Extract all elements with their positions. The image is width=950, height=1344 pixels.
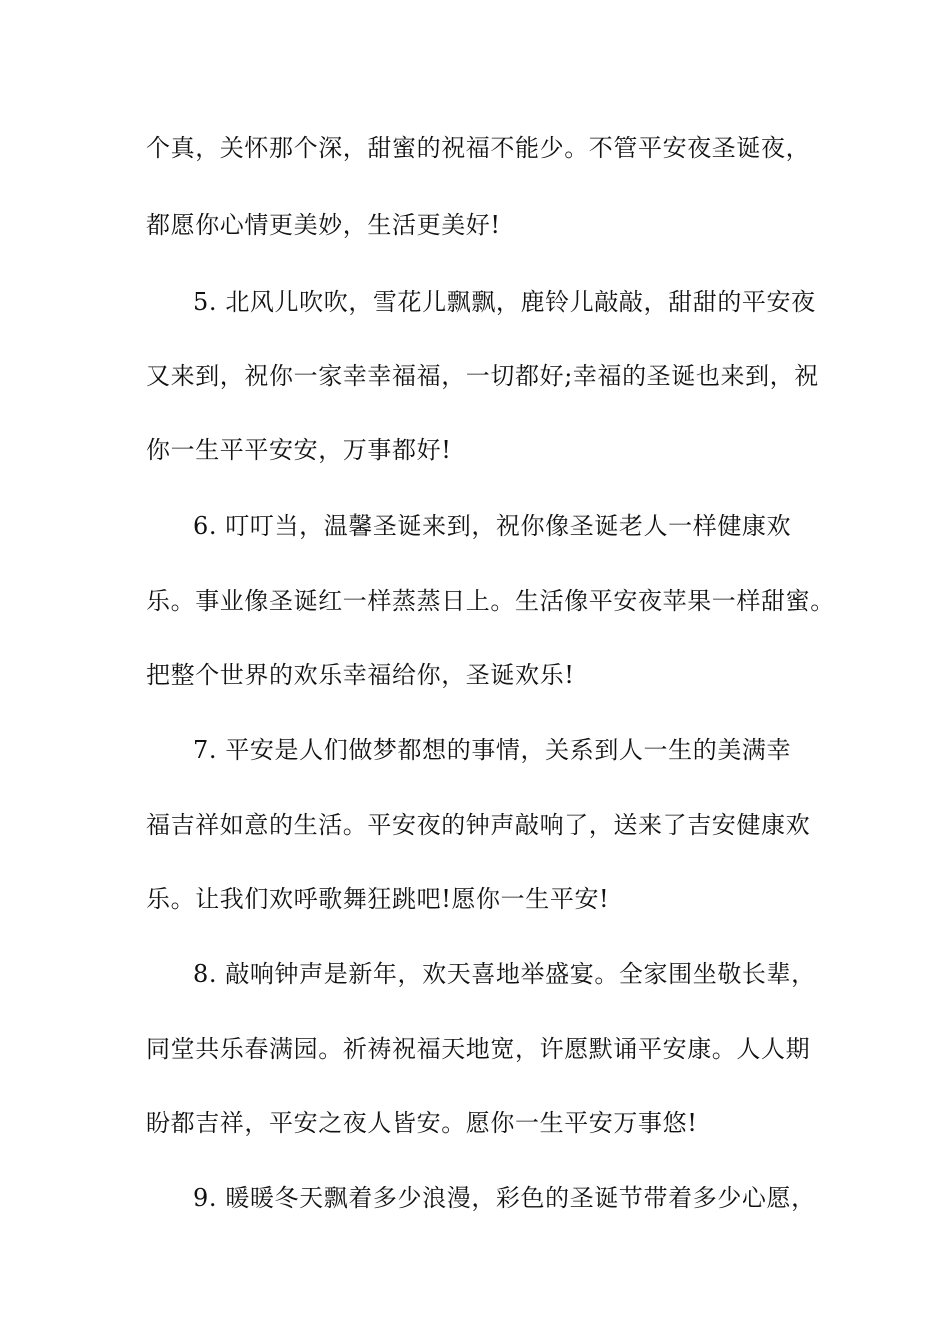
list-item-8-start: 8. 敲响钟声是新年，欢天喜地举盛宴。全家围坐敬长辈， bbox=[193, 960, 816, 988]
text-line: 你一生平平安安，万事都好! bbox=[146, 436, 452, 464]
text-line: 又来到，祝你一家幸幸福福，一切都好;幸福的圣诞也来到，祝 bbox=[146, 362, 819, 390]
text-line: 乐。事业像圣诞红一样蒸蒸日上。生活像平安夜苹果一样甜蜜。 bbox=[146, 587, 835, 615]
list-item-7-start: 7. 平安是人们做梦都想的事情，关系到人一生的美满幸 bbox=[193, 736, 792, 764]
text-line: 同堂共乐春满园。祈祷祝福天地宽，许愿默诵平安康。人人期 bbox=[146, 1035, 811, 1063]
text-line: 个真，关怀那个深，甜蜜的祝福不能少。不管平安夜圣诞夜， bbox=[146, 134, 811, 162]
list-item-5-start: 5. 北风儿吹吹，雪花儿飘飘，鹿铃儿敲敲，甜甜的平安夜 bbox=[193, 288, 816, 316]
text-line: 福吉祥如意的生活。平安夜的钟声敲响了，送来了吉安健康欢 bbox=[146, 811, 811, 839]
text-line: 乐。让我们欢呼歌舞狂跳吧!愿你一生平安! bbox=[146, 885, 610, 913]
list-item-6-start: 6. 叮叮当，温馨圣诞来到，祝你像圣诞老人一样健康欢 bbox=[193, 512, 792, 540]
text-line: 把整个世界的欢乐幸福给你，圣诞欢乐! bbox=[146, 661, 575, 689]
list-item-9-start: 9. 暖暖冬天飘着多少浪漫，彩色的圣诞节带着多少心愿， bbox=[193, 1184, 816, 1212]
text-line: 盼都吉祥，平安之夜人皆安。愿你一生平安万事悠! bbox=[146, 1109, 698, 1137]
text-line: 都愿你心情更美妙，生活更美好! bbox=[146, 211, 501, 239]
